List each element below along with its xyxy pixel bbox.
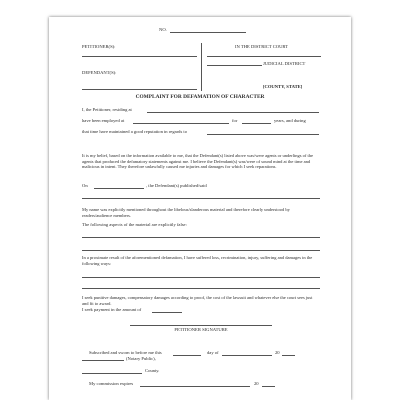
damages-line-2[interactable]: [82, 288, 320, 289]
county-label: County.: [145, 368, 160, 373]
publish-date-line[interactable]: [94, 188, 144, 189]
day-of-label: day of: [207, 350, 219, 355]
commission-date-line[interactable]: [140, 386, 250, 387]
case-number-label: NO.: [159, 27, 167, 32]
employer-line[interactable]: [133, 123, 229, 124]
payment-amount-label: I seek payment in the amount of: [82, 307, 142, 312]
document-title: COMPLAINT FOR DEFAMATION OF CHARACTER: [135, 94, 265, 100]
reputation-label: that time have maintained a good reputation in regards to: [82, 129, 187, 134]
county-line[interactable]: [82, 373, 142, 374]
damages-line-1[interactable]: [82, 277, 320, 278]
years-label: years, and during: [274, 118, 306, 123]
sworn-label: Subscribed and sworn to before me this: [89, 350, 162, 355]
years-line[interactable]: [242, 123, 271, 124]
published-label: , the Defendant(s) published/said: [146, 183, 207, 188]
publish-date-label: On: [82, 183, 88, 188]
name-mentioned-paragraph: My name was explicitly mentioned throughout the libelous/slanderous material and therefore clearly understood by readers/audience members.: [82, 207, 290, 218]
false-aspects-label: The following aspects of the material are explicitly false:: [82, 222, 187, 227]
case-number-line[interactable]: [170, 32, 246, 33]
relief-paragraph: I seek punitive damages, compensatory damages according to proof, the cost of the lawsuit and whatever else the court sees just and fit to award.: [82, 295, 313, 306]
employer-label: have been employed at: [82, 118, 125, 123]
notary-line[interactable]: [82, 360, 124, 361]
petitioner-label: PETITIONER(S):: [82, 44, 116, 49]
commission-year-line[interactable]: [262, 386, 275, 387]
commission-year-label: 20: [254, 381, 259, 386]
defendant-line[interactable]: [82, 89, 197, 90]
petitioner-line[interactable]: [82, 56, 197, 57]
damages-paragraph: In a proximate result of the aforementioned defamation, I have suffered loss, recrimination, injury, suffering and damages in the following ways:: [82, 255, 313, 266]
sworn-year-label: 20: [275, 350, 280, 355]
judicial-district-label: JUDICIAL DISTRICT: [263, 61, 306, 66]
false-aspects-line-1[interactable]: [82, 237, 320, 238]
signature-line[interactable]: [130, 325, 272, 326]
caption-divider: [201, 43, 202, 91]
county-state-label: [COUNTY, STATE]: [263, 84, 303, 89]
employment-for-label: for: [232, 118, 238, 123]
notary-label: (Notary Public),: [126, 356, 156, 361]
reputation-line[interactable]: [207, 134, 319, 135]
commission-label: My commission expires: [89, 381, 134, 386]
court-line[interactable]: [207, 56, 321, 57]
sworn-year-line[interactable]: [282, 355, 295, 356]
sworn-day-line[interactable]: [173, 355, 201, 356]
sworn-month-line[interactable]: [222, 355, 272, 356]
court-label: IN THE DISTRICT COURT: [235, 44, 289, 49]
false-aspects-line-2[interactable]: [82, 250, 320, 251]
signature-label: PETITIONER SIGNATURE: [174, 327, 228, 332]
defendant-label: DEFENDANT(S):: [82, 70, 117, 75]
belief-paragraph: It is my belief, based on the information available to me, that the Defendant(s) listed above was/were agents or underlings of the agents that produced the defamatory statements against me. I believe the Defendant(s) was/were of sound mind at the time and malicious in intent. They therefore unlawfully caused me injuries and damages for which I seek reparations.: [82, 153, 314, 170]
residence-label: I, the Petitioner, residing at: [82, 107, 132, 112]
payment-amount-line[interactable]: [152, 312, 182, 313]
judicial-district-line[interactable]: [207, 65, 262, 66]
residence-line[interactable]: [147, 112, 319, 113]
document-page: [49, 17, 351, 400]
published-line[interactable]: [82, 198, 320, 199]
